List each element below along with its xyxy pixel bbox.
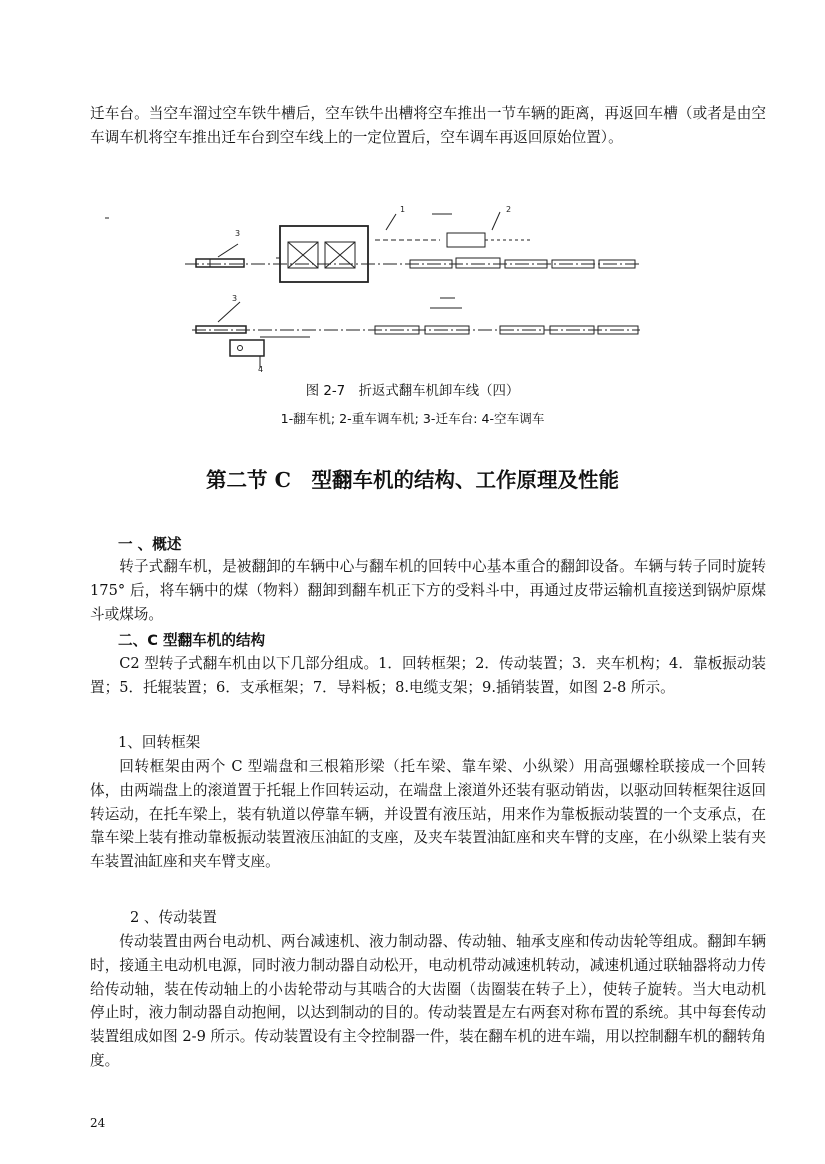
callout-3-upper: 3 bbox=[235, 229, 241, 238]
intro-paragraph: 迁车台。当空车溜过空车铁牛槽后，空车铁牛出槽将空车推出一节车辆的距离，再返回车槽（或者是由空车调车机将空车推出迁车台到空车线上的一定位置后，空车调车再返回原始位置）。 bbox=[90, 105, 766, 146]
heading-overview: 一 、概述 bbox=[118, 536, 182, 553]
page-number: 24 bbox=[90, 1116, 106, 1130]
callout-4: 4 bbox=[258, 365, 264, 374]
section-title: 第二节 C 型翻车机的结构、工作原理及性能 bbox=[206, 468, 619, 492]
subheading-drive: 2 、传动装置 bbox=[130, 909, 217, 926]
figure-legend: 1-翻车机; 2-重车调车机; 3-迁车台: 4-空车调车 bbox=[280, 411, 545, 426]
paragraph-overview: 转子式翻车机，是被翻卸的车辆中心与翻车机的回转中心基本重合的翻卸设备。车辆与转子同时旋转 175° 后，将车辆中的煤（物料）翻卸到翻车机正下方的受料斗中，再通过皮带运输机直接送到锅炉原煤斗或煤场。 bbox=[90, 558, 766, 623]
callout-1: 1 bbox=[400, 205, 406, 214]
heading-structure: 二、C 型翻车机的结构 bbox=[118, 632, 266, 649]
paragraph-drive: 传动装置由两台电动机、两台减速机、液力制动器、传动轴、轴承支座和传动齿轮等组成。翻卸车辆时，接通主电动机电源，同时液力制动器自动松开，电动机带动减速机转动，减速机通过联轴器将动力传给传动轴，装在传动轴上的小齿轮带动与其啮合的大齿圈（齿圈装在转子上），使转子旋转。当大电动机停止时，液力制动器自动抱闸，以达到制动的目的。传动装置是左右两套对称布置的系统。其中每套传动装置组成如图 2-9 所示。传动装置设有主令控制器一件，装在翻车机的进车端，用以控制翻车机的翻转角度。 bbox=[90, 933, 766, 1069]
figure-caption: 图 2-7 折返式翻车机卸车线（四） bbox=[305, 384, 520, 399]
figure-2-7-diagram bbox=[100, 200, 660, 375]
paragraph-rotary-frame: 回转框架由两个 C 型端盘和三根箱形梁（托车梁、靠车梁、小纵梁）用高强螺栓联接成一个回转体，由两端盘上的滚道置于托辊上作回转运动，在端盘上滚道外还装有驱动销齿，以驱动回转框架往返回转运动，在托车梁上，装有轨道以停靠车辆，并设置有液压站，用来作为靠板振动装置的一个支承点，在靠车梁上装有推动靠板振动装置液压油缸的支座，及夹车装置油缸座和夹车臂的支座，在小纵梁上装有夹车装置油缸座和夹车臂支座。 bbox=[90, 758, 766, 871]
callout-2: 2 bbox=[506, 205, 512, 214]
subheading-rotary-frame: 1、回转框架 bbox=[118, 734, 201, 751]
callout-3-lower: 3 bbox=[232, 294, 238, 303]
paragraph-structure: C2 型转子式翻车机由以下几部分组成。1．回转框架；2．传动装置；3．夹车机构；4．靠板振动装置；5．托辊装置；6．支承框架；7．导料板；8.电缆支架；9.插销装置，如图 2-8 所示。 bbox=[90, 655, 766, 696]
